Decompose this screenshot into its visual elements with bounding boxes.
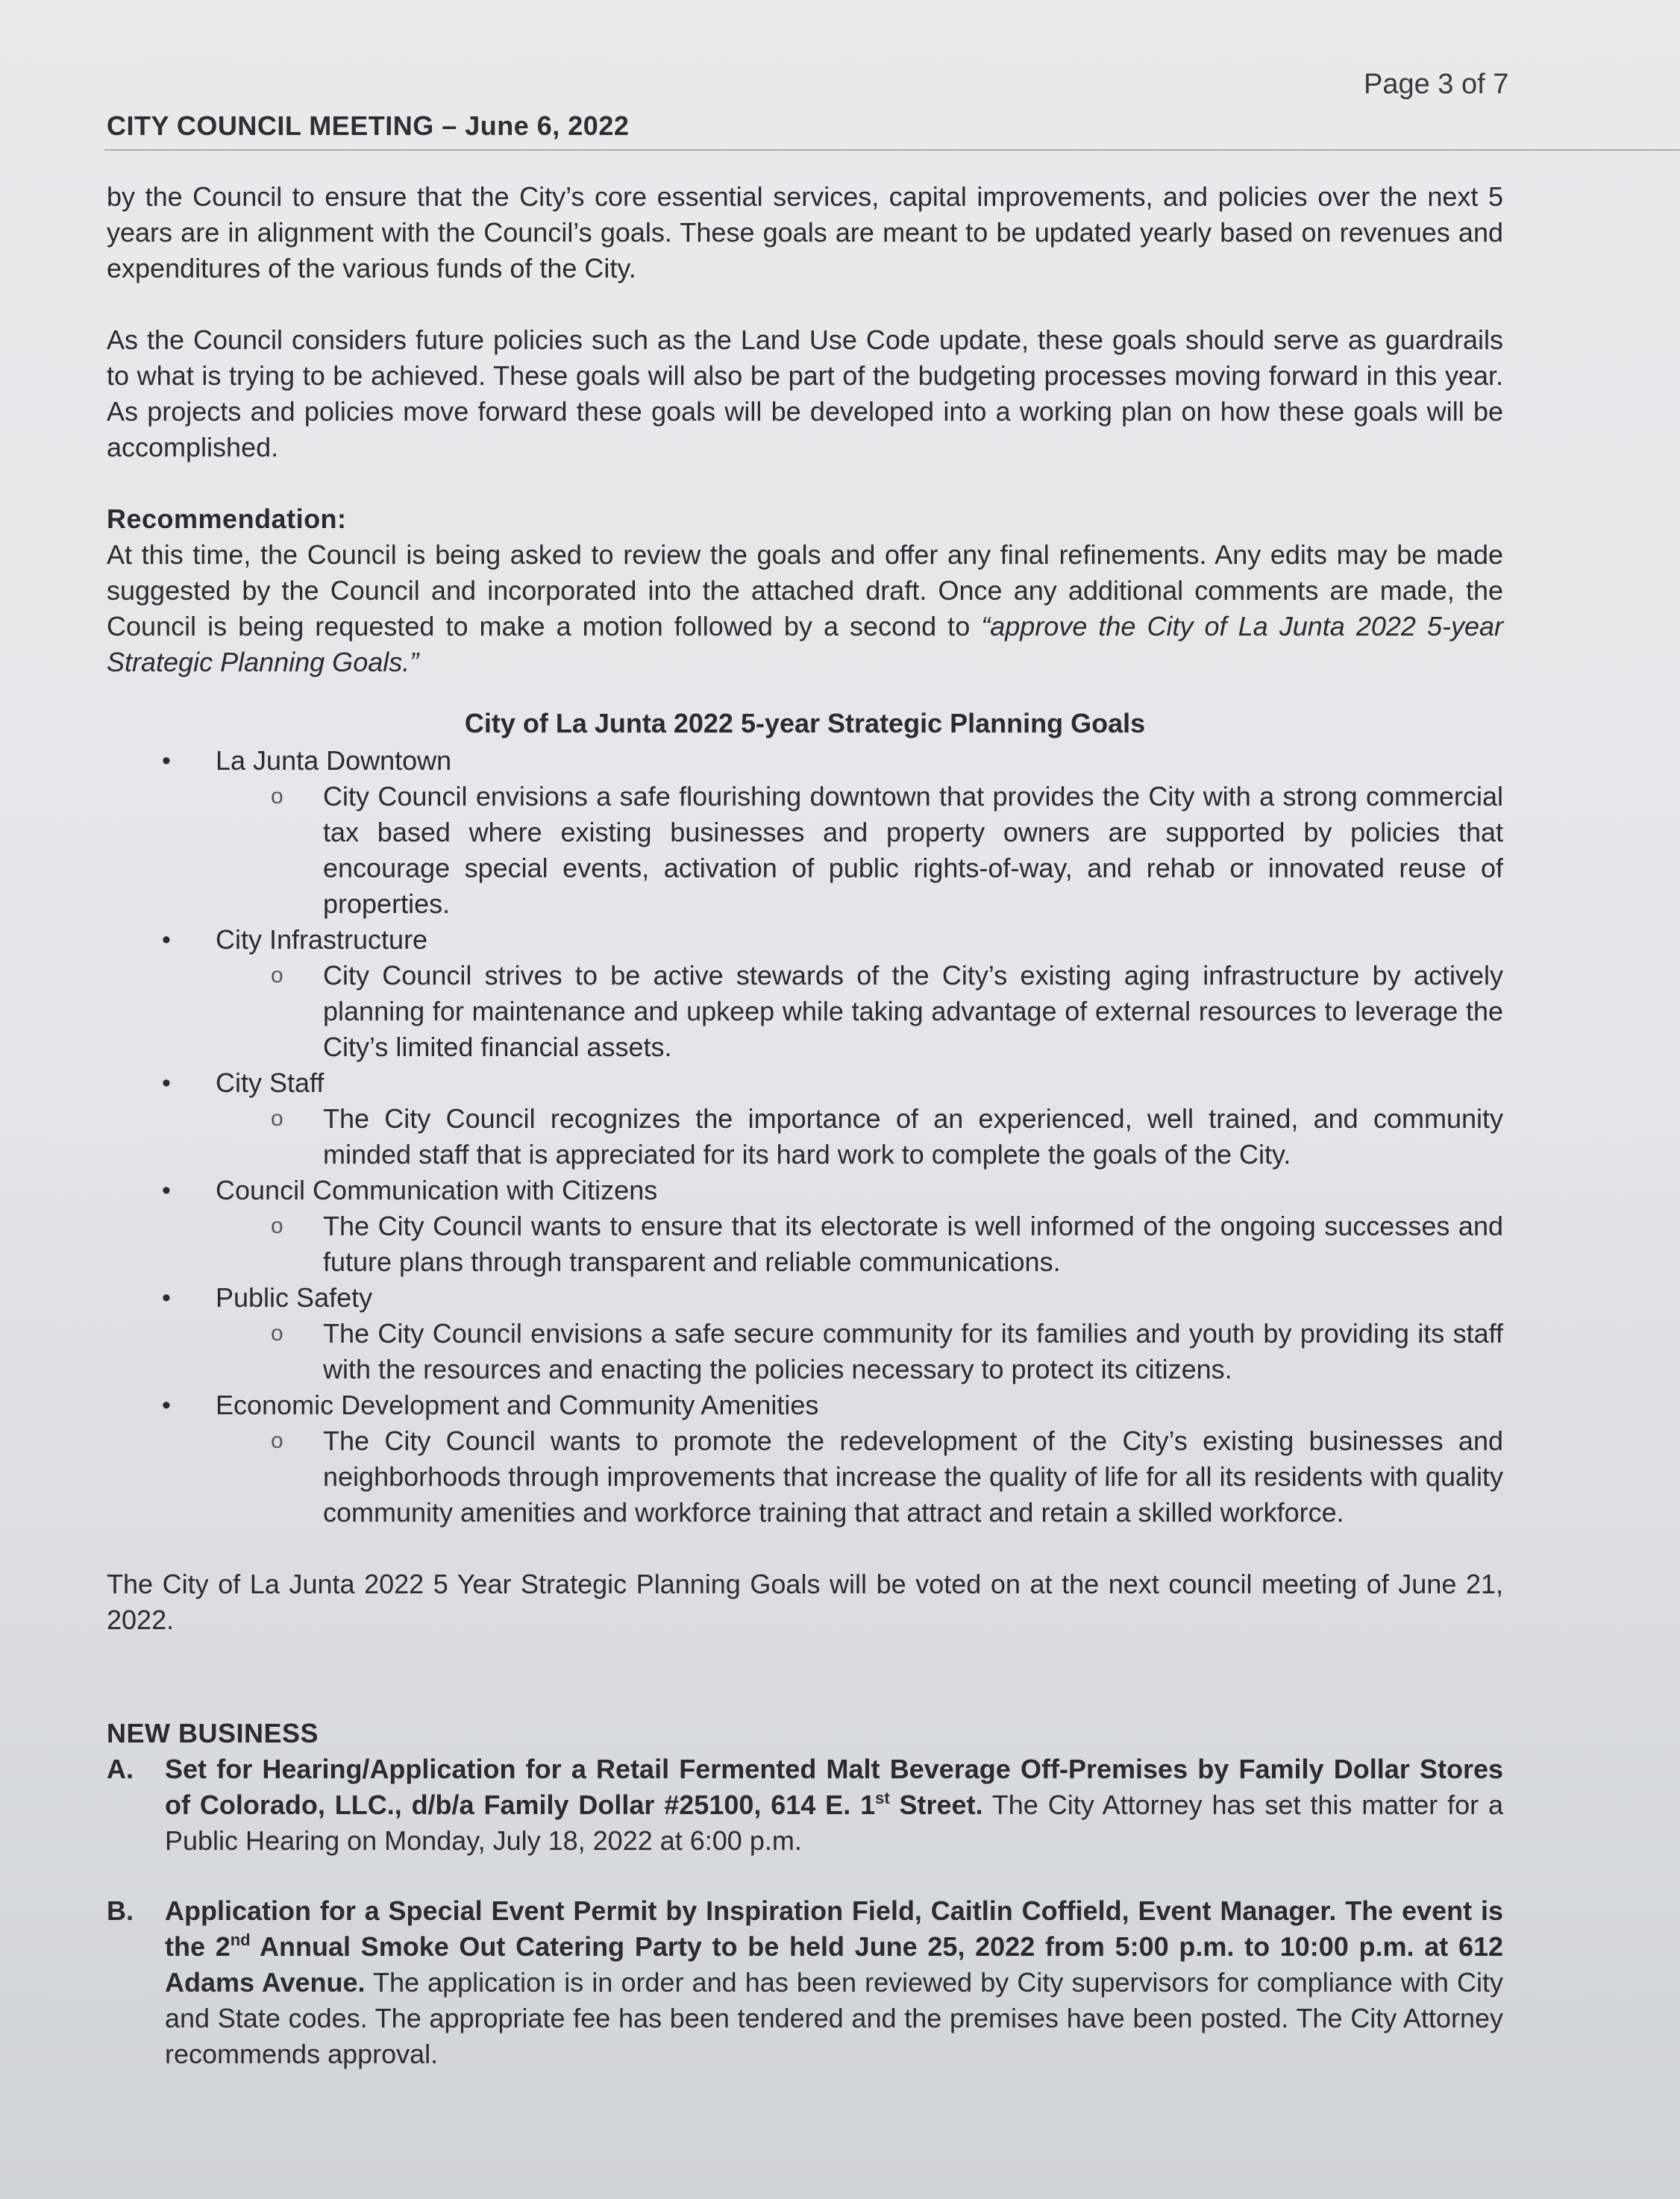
item-b-title-end: Annual Smoke Out Catering Party to be held June 25, 2022 from 5:00 p.m. to 10:00 p.m. at 612 Adams Avenue. [165, 1931, 1504, 1998]
paragraph-goals-guardrails: As the Council considers future policies such as the Land Use Code update, these goals should serve as guardrails to what is trying to be achieved. These goals will also be part of the budgeting processes moving forward in this year. As projects and policies move forward these goals will be developed into a working plan on how these goals will be accomplished. [107, 324, 1503, 462]
item-b-paragraph [165, 1893, 1503, 2072]
goal-heading: La Junta Downtown [216, 745, 452, 776]
goal-description-text: City Council strives to be active stewards of the City’s existing aging infrastructure by actively planning for maintenance and upkeep while taking advantage of external resources to leverage the City’s limited financial assets. [323, 960, 1503, 1062]
item-a-text: The City Attorney has set this matter for a Public Hearing on Monday, July 18, 2022 at 6:00 p.m. [165, 1789, 1504, 1856]
hollow-bullet-icon: o [271, 1106, 283, 1131]
meeting-title: CITY COUNCIL MEETING – June 6, 2022 [107, 110, 630, 141]
goal-description-text: The City Council recognizes the importance of an experienced, well trained, and community minded staff that is appreciated for its hard work to complete the goals of the City. [323, 1103, 1503, 1170]
goal-description-text: The City Council wants to ensure that its electorate is well informed of the ongoing successes and future plans through transparent and reliable communications. [323, 1211, 1503, 1277]
goal-item [107, 1387, 1503, 1423]
ordinal-suffix: st [875, 1789, 890, 1807]
hollow-bullet-icon: o [271, 963, 283, 988]
bullet-icon: • [162, 1284, 171, 1312]
goal-description [107, 1208, 1503, 1280]
goal-heading: Public Safety [216, 1282, 373, 1313]
goals-list [107, 743, 1503, 1531]
goal-description [107, 1101, 1503, 1173]
bullet-icon: • [162, 1391, 171, 1420]
new-business-item-b [107, 1893, 1503, 2072]
new-business-heading: NEW BUSINESS [107, 1718, 319, 1748]
item-a-paragraph [165, 1751, 1503, 1859]
goal-item [107, 1065, 1503, 1101]
bullet-icon: • [162, 747, 171, 775]
bullet-icon: • [162, 1069, 171, 1097]
goal-item [107, 743, 1503, 779]
bullet-icon: • [162, 1176, 171, 1205]
item-letter: A. [107, 1754, 134, 1784]
hollow-bullet-icon: o [271, 784, 283, 809]
item-letter: B. [107, 1895, 134, 1926]
goal-heading: Economic Development and Community Amenities [216, 1390, 819, 1420]
goal-heading: City Staff [216, 1067, 325, 1098]
goal-description [107, 779, 1503, 922]
goal-item [107, 1173, 1503, 1208]
goal-item [107, 922, 1503, 958]
item-a-title-end: Street. [889, 1789, 983, 1820]
goal-description-text: City Council envisions a safe flourishing downtown that provides the City with a strong commercial tax based where existing businesses and property owners are supported by policies that encourage special events, activation of public rights-of-way, and rehab or innovated reuse of properties. [323, 781, 1503, 919]
goal-description [107, 1316, 1503, 1387]
recommendation-paragraph [107, 537, 1503, 680]
goal-heading: City Infrastructure [216, 924, 428, 955]
goal-description [107, 1423, 1503, 1531]
document-body [107, 179, 1503, 2072]
header-divider [104, 149, 1680, 151]
paragraph-goals-purpose: by the Council to ensure that the City’s core essential services, capital improvements, and policies over the next 5 years are in alignment with the Council’s goals. These goals are meant to be updated yearly based on revenues and expenditures of the various funds of the City. [107, 181, 1503, 283]
recommendation-label: Recommendation: [107, 504, 347, 534]
page-number: Page 3 of 7 [1364, 69, 1509, 100]
goal-description-text: The City Council wants to promote the redevelopment of the City’s existing businesses and neighborhoods through improvements that increase the quality of life for all its residents with quality community amenities and workforce training that attract and retain a skilled workforce. [323, 1425, 1503, 1528]
new-business-item-a [107, 1751, 1503, 1859]
goal-item [107, 1280, 1503, 1316]
item-b-text: The application is in order and has been reviewed by City supervisors for compliance with City and State codes. The appropriate fee has been tendered and the premises have been posted. The City Attorney recommends approval. [165, 1967, 1504, 2069]
recommendation-section [107, 501, 1503, 680]
goal-description-text: The City Council envisions a safe secure community for its families and youth by providing its staff with the resources and enacting the policies necessary to protect its citizens. [323, 1318, 1503, 1384]
hollow-bullet-icon: o [271, 1321, 283, 1346]
new-business-section [107, 1716, 1503, 2072]
bullet-icon: • [162, 926, 171, 954]
closing-paragraph: The City of La Junta 2022 5 Year Strategic Planning Goals will be voted on at the next council meeting of June 21, 2022. [107, 1569, 1503, 1635]
goals-title: City of La Junta 2022 5-year Strategic Planning Goals [464, 708, 1146, 738]
goal-heading: Council Communication with Citizens [216, 1175, 658, 1205]
hollow-bullet-icon: o [271, 1428, 283, 1453]
goal-description [107, 958, 1503, 1065]
recommendation-quote: “approve the City of La Junta 2022 5-year Strategic Planning Goals.” [107, 611, 1503, 677]
hollow-bullet-icon: o [271, 1214, 283, 1238]
item-b-title: Application for a Special Event Permit by Inspiration Field, Caitlin Coffield, Event Manager. The event is the 2 [165, 1895, 1503, 1962]
ordinal-suffix: nd [230, 1930, 251, 1949]
recommendation-text: At this time, the Council is being asked to review the goals and offer any final refinements. Any edits may be made suggested by the Council and incorporated into the attached draft. Once any additional comments are made, the Council is being requested to make a motion followed by a second to [107, 539, 1503, 641]
item-a-title: Set for Hearing/Application for a Retail Fermented Malt Beverage Off-Premises by Family Dollar Stores of Colorado, LLC., d/b/a Family Dollar #25100, 614 E. 1 [165, 1754, 1503, 1820]
